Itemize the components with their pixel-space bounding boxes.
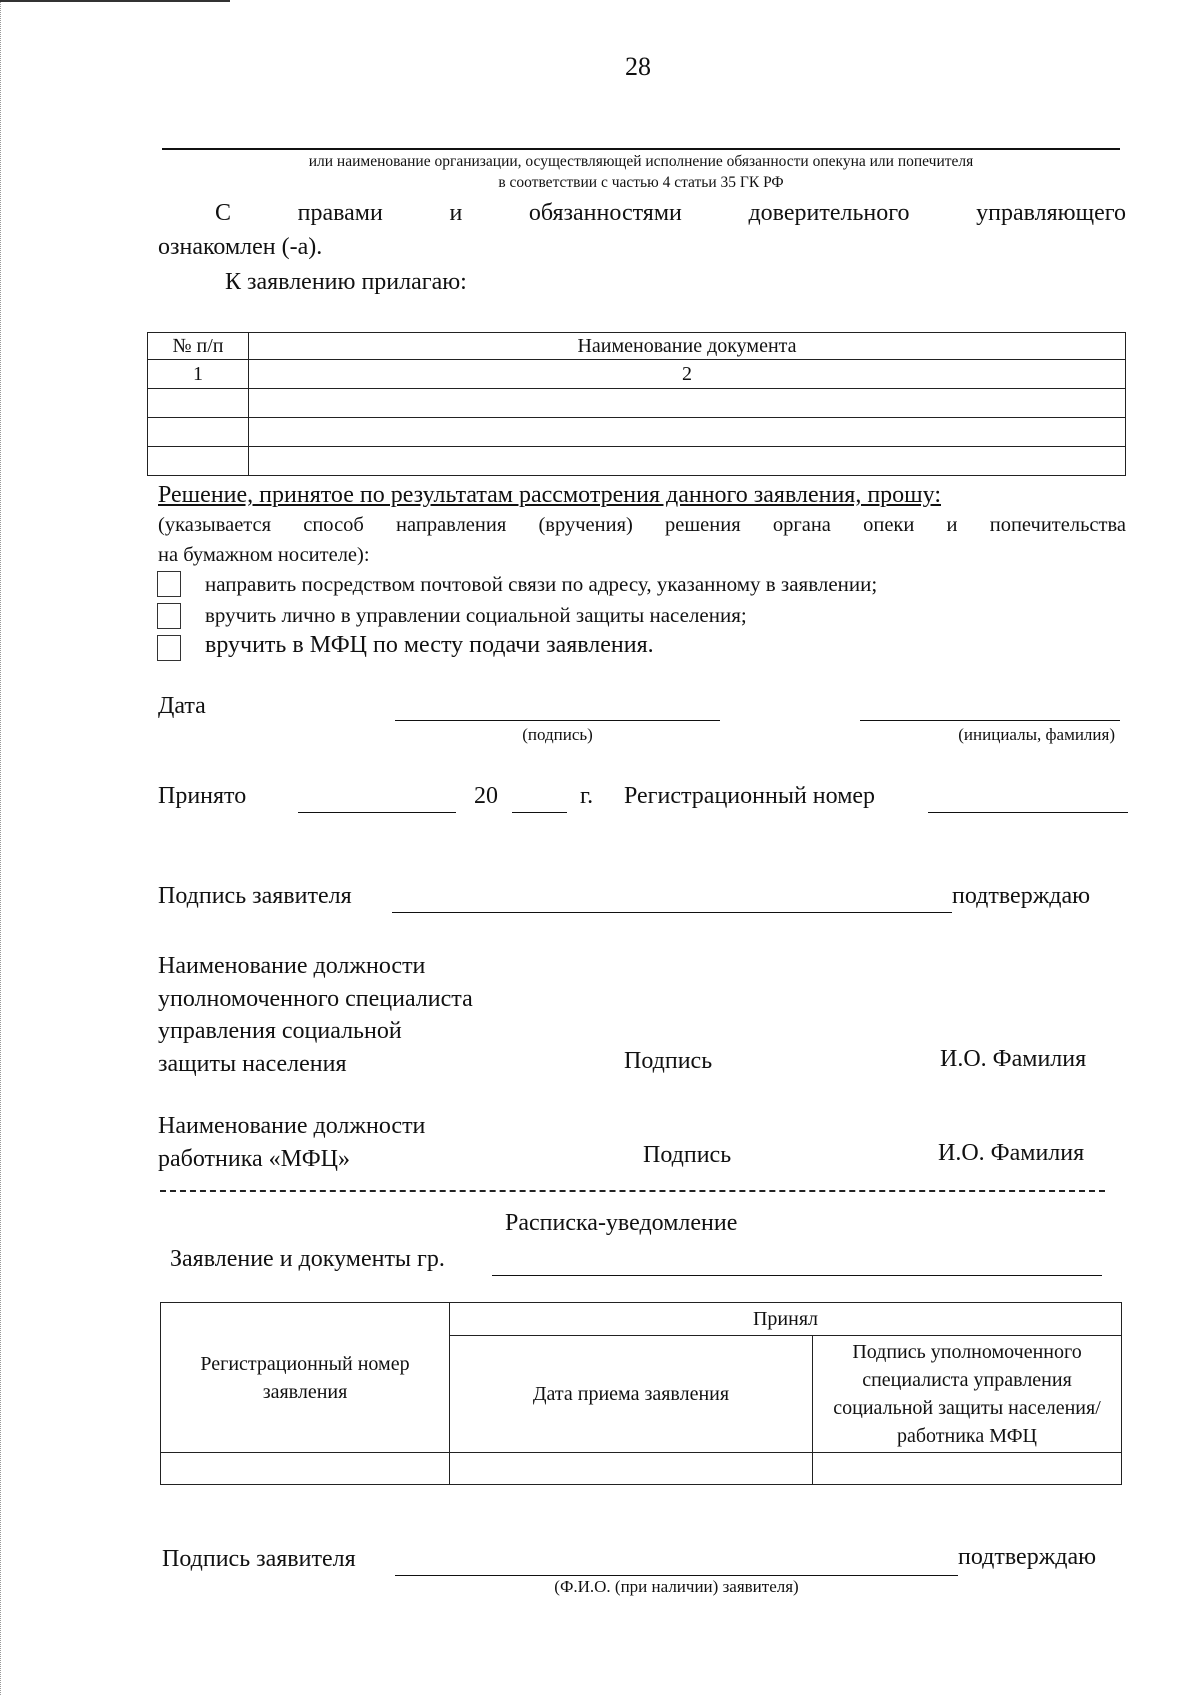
receipt-applicant-signature-line[interactable] — [395, 1575, 958, 1576]
cell[interactable] — [249, 389, 1126, 418]
ack-word: правами — [297, 200, 383, 226]
ack-word: и — [449, 200, 463, 226]
receipt-applicant-signature-label: Подпись заявителя — [162, 1546, 356, 1572]
cell[interactable] — [249, 447, 1126, 476]
accepted-label: Принято — [158, 783, 247, 809]
cell[interactable] — [148, 447, 249, 476]
confirm-label: подтверждаю — [952, 883, 1091, 909]
receipt-confirm-label: подтверждаю — [958, 1544, 1097, 1570]
scan-margin-edge — [0, 0, 3, 1695]
date-label: Дата — [158, 693, 206, 719]
guardian-caption-1: или наименование организации, осуществляющей исполнение обязанности опекуна или попечителя — [308, 153, 974, 170]
table-row — [148, 418, 1126, 447]
reg-number-line[interactable] — [928, 812, 1128, 813]
initials-caption: (инициалы, фамилия) — [958, 725, 1115, 744]
position-line: Наименование должности — [158, 953, 426, 979]
position-line: Наименование должности — [158, 1113, 426, 1139]
signature-caption: (подпись) — [522, 725, 593, 744]
cell[interactable] — [249, 418, 1126, 447]
checkbox-mfc[interactable] — [157, 635, 181, 661]
cell[interactable] — [161, 1453, 450, 1485]
cell: 2 — [249, 360, 1126, 389]
acknowledgement-line-2: ознакомлен (-а). — [158, 234, 323, 260]
year-line[interactable] — [512, 812, 567, 813]
year-prefix: 20 — [474, 783, 498, 809]
option-in-person-label: вручить лично в управлении социальной защиты населения; — [205, 603, 747, 627]
decision-note-line1: (указывается способ направления (вручения) решения органа опеки и попечительства — [158, 514, 1126, 536]
receipt-title: Расписка-уведомление — [505, 1210, 738, 1236]
initials-line[interactable] — [860, 720, 1120, 721]
receipt-from-label: Заявление и документы гр. — [170, 1246, 445, 1272]
receipt-col-reg-number: Регистрационный номер заявления — [161, 1303, 450, 1453]
receipt-col-date: Дата приема заявления — [450, 1336, 813, 1453]
checkbox-in-person-social[interactable] — [157, 603, 181, 629]
cell[interactable] — [450, 1453, 813, 1485]
checkbox-postal[interactable] — [157, 571, 181, 597]
position-line: работника «МФЦ» — [158, 1145, 350, 1172]
table-row — [148, 389, 1126, 418]
official-1-signature: Подпись — [624, 1048, 713, 1074]
official-2-position — [158, 1110, 558, 1175]
decision-note-line2: на бумажном носителе): — [158, 544, 370, 566]
ack-word: обязанностями — [528, 200, 682, 226]
fio-caption: (Ф.И.О. (при наличии) заявителя) — [554, 1577, 799, 1596]
attachments-label: К заявлению прилагаю: — [225, 269, 467, 295]
documents-table — [147, 332, 1126, 476]
page-number: 28 — [625, 52, 651, 81]
table-row — [148, 360, 1126, 389]
cell: 1 — [148, 360, 249, 389]
receipt-from-line[interactable] — [492, 1275, 1102, 1276]
ack-word: С — [215, 200, 232, 226]
year-suffix: г. — [580, 783, 594, 809]
reg-number-label: Регистрационный номер — [624, 783, 876, 809]
acknowledgement-line — [158, 200, 1126, 227]
scan-top-edge — [0, 0, 230, 2]
guardian-name-line — [162, 148, 1120, 150]
applicant-signature-label: Подпись заявителя — [158, 883, 352, 909]
position-line: управления социальной — [158, 1018, 402, 1044]
cut-line — [160, 1190, 1105, 1192]
cell[interactable] — [148, 418, 249, 447]
ack-word: управляющего — [976, 200, 1126, 226]
accepted-date-line[interactable] — [298, 812, 456, 813]
col-header-number: № п/п — [148, 333, 249, 360]
official-1-name: И.О. Фамилия — [940, 1046, 1087, 1072]
cell[interactable] — [148, 389, 249, 418]
receipt-col-signature: Подпись уполномоченного специалиста управления социальной защиты населения/работника МФЦ — [813, 1336, 1122, 1453]
option-postal-label: направить посредством почтовой связи по адресу, указанному в заявлении; — [205, 572, 878, 596]
official-1-position — [158, 950, 558, 1080]
guardian-caption-2: в соответствии с частью 4 статьи 35 ГК РФ — [498, 174, 784, 191]
ack-word: доверительного — [748, 200, 910, 226]
applicant-signature-line[interactable] — [392, 912, 952, 913]
position-line: уполномоченного специалиста — [158, 985, 473, 1012]
cell[interactable] — [813, 1453, 1122, 1485]
decision-heading: Решение, принятое по результатам рассмотрения данного заявления, прошу: — [158, 482, 941, 508]
table-row — [161, 1453, 1122, 1485]
official-2-name: И.О. Фамилия — [938, 1140, 1085, 1166]
table-row — [148, 447, 1126, 476]
decision-note — [158, 510, 1126, 570]
position-line: защиты населения — [158, 1050, 347, 1077]
official-2-signature: Подпись — [643, 1142, 732, 1168]
receipt-col-group-accepted: Принял — [450, 1303, 1122, 1336]
option-mfc-label: вручить в МФЦ по месту подачи заявления. — [205, 632, 654, 658]
signature-line[interactable] — [395, 720, 720, 721]
receipt-table — [160, 1302, 1122, 1485]
col-header-document-name: Наименование документа — [249, 333, 1126, 360]
